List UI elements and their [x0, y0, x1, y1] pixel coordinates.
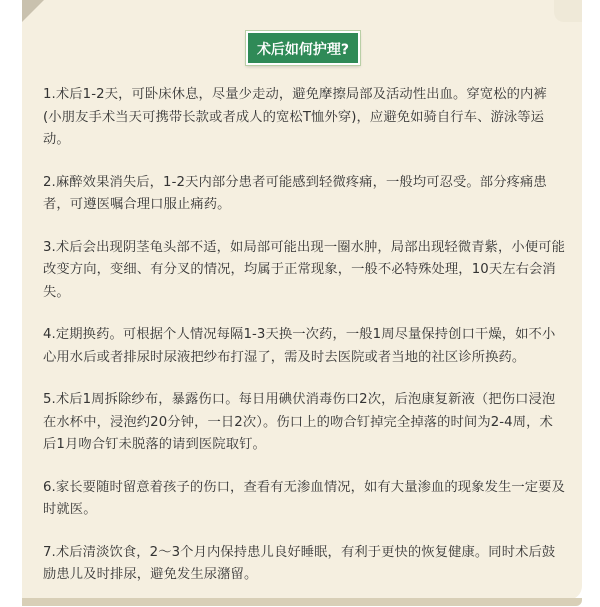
- paragraph-4: 4.定期换药。可根据个人情况每隔1-3天换一次药，一般1周尽量保持创口干燥，如不小心用水后或者排尿时尿液把纱布打湿了，需及时去医院或者当地的社区诊所换药。: [43, 327, 556, 365]
- article-body: [43, 84, 565, 607]
- paragraph-2: 2.麻醉效果消失后，1-2天内部分患者可能感到轻微疼痛，一般均可忍受。部分疼痛患者，可遵医嘱合理口服止痛药。: [43, 174, 547, 212]
- card-corner-tab: [554, 0, 582, 22]
- card-corner-fold: [22, 0, 44, 22]
- paragraph-7: 7.术后清淡饮食，2～3个月内保持患儿良好睡眠，有利于更快的恢复健康。同时术后鼓励患儿及时排尿，避免发生尿潴留。: [43, 544, 556, 582]
- paragraph-1: 1.术后1-2天，可卧床休息，尽量少走动，避免摩擦局部及活动性出血。穿宽松的内裤(小朋友手术当天可携带长款或者成人的宽松T恤外穿)，应避免如骑自行车、游泳等运动。: [43, 87, 547, 147]
- paragraph-6: 6.家长要随时留意着孩子的伤口，查看有无渗血情况，如有大量渗血的现象发生一定要及时就医。: [43, 479, 565, 517]
- page-title: 术后如何护理?: [246, 31, 360, 65]
- paragraph-5: 5.术后1周拆除纱布，暴露伤口。每日用碘伏消毒伤口2次，后泡康复新液（把伤口浸泡在水杯中，浸泡约20分钟，一日2次）。伤口上的吻合钉掉完全掉落的时间为2-4周，术后1月吻合钉未脱落的请到医院取钉。: [43, 392, 556, 452]
- paragraph-3: 3.术后会出现阴茎龟头部不适，如局部可能出现一圈水肿，局部出现轻微青紫，小便可能改变方向，变细、有分叉的情况，均属于正常现象，一般不必特殊处理，10天左右会消失。: [43, 239, 565, 300]
